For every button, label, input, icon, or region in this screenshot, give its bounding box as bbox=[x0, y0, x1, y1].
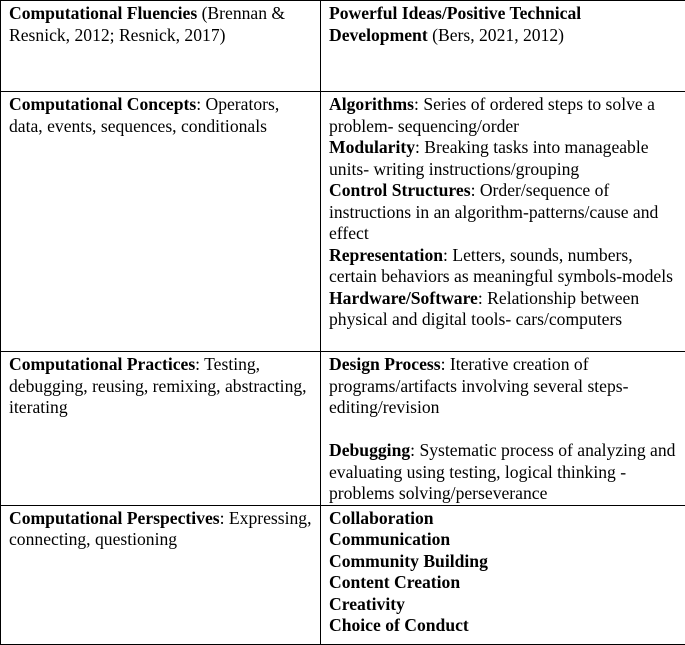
cell-computational-perspectives bbox=[1, 505, 321, 644]
idea-term: Modularity bbox=[329, 137, 415, 157]
header-citation-fluencies: (Brennan & Resnick, 2012; Resnick, 2017) bbox=[9, 3, 285, 45]
idea-hardware-software bbox=[329, 288, 677, 331]
idea-term: Hardware/Software bbox=[329, 288, 478, 308]
cell-computational-concepts bbox=[1, 92, 321, 352]
table-row-practices bbox=[1, 352, 685, 506]
desc-computational-concepts: : Operators, data, events, sequences, conditionals bbox=[9, 94, 279, 136]
term-computational-perspectives: Computational Perspectives bbox=[9, 508, 220, 528]
idea-control-structures bbox=[329, 180, 677, 245]
idea-algorithms bbox=[329, 94, 677, 137]
idea-representation bbox=[329, 245, 677, 288]
idea-design-process bbox=[329, 354, 677, 419]
idea-term: Debugging bbox=[329, 440, 410, 460]
header-title-fluencies: Computational Fluencies bbox=[9, 3, 197, 23]
idea-content-creation: Content Creation bbox=[329, 572, 677, 594]
cell-practices-ideas bbox=[321, 352, 685, 506]
idea-term: Algorithms bbox=[329, 94, 414, 114]
idea-collaboration: Collaboration bbox=[329, 508, 677, 530]
table-row-perspectives bbox=[1, 505, 685, 644]
idea-modularity bbox=[329, 137, 677, 180]
term-computational-concepts: Computational Concepts bbox=[9, 94, 196, 114]
idea-desc: : Relationship between physical and digital tools- cars/computers bbox=[329, 288, 639, 330]
cell-perspectives-ideas bbox=[321, 505, 685, 644]
cell-computational-practices bbox=[1, 352, 321, 506]
header-row bbox=[1, 1, 685, 92]
header-title-powerful-ideas: Powerful Ideas/Positive Technical Development bbox=[329, 3, 581, 45]
idea-desc: : Iterative creation of programs/artifacts involving several steps-editing/revision bbox=[329, 354, 629, 417]
idea-term: Control Structures bbox=[329, 180, 471, 200]
idea-term: Design Process bbox=[329, 354, 441, 374]
desc-computational-perspectives: : Expressing, connecting, questioning bbox=[9, 508, 312, 550]
idea-choice-of-conduct: Choice of Conduct bbox=[329, 615, 677, 637]
idea-desc: : Series of ordered steps to solve a problem- sequencing/order bbox=[329, 94, 655, 136]
idea-desc: : Order/sequence of instructions in an algorithm-patterns/cause and effect bbox=[329, 180, 658, 243]
header-citation-powerful-ideas: (Bers, 2021, 2012) bbox=[428, 25, 564, 45]
idea-debugging bbox=[329, 440, 677, 505]
idea-creativity: Creativity bbox=[329, 594, 677, 616]
idea-community-building: Community Building bbox=[329, 551, 677, 573]
idea-desc: : Systematic process of analyzing and evaluating using testing, logical thinking - problems solving/perseverance bbox=[329, 440, 675, 503]
idea-communication: Communication bbox=[329, 529, 677, 551]
desc-computational-practices: : Testing, debugging, reusing, remixing, abstracting, iterating bbox=[9, 354, 307, 417]
header-cell-powerful-ideas bbox=[321, 1, 685, 92]
spacer bbox=[329, 419, 677, 441]
header-cell-fluencies bbox=[1, 1, 321, 92]
idea-term: Representation bbox=[329, 245, 443, 265]
idea-desc: : Breaking tasks into manageable units- writing instructions/grouping bbox=[329, 137, 649, 179]
table-row-concepts bbox=[1, 92, 685, 352]
idea-desc: : Letters, sounds, numbers, certain behaviors as meaningful symbols-models bbox=[329, 245, 673, 287]
term-computational-practices: Computational Practices bbox=[9, 354, 195, 374]
cell-concepts-ideas bbox=[321, 92, 685, 352]
